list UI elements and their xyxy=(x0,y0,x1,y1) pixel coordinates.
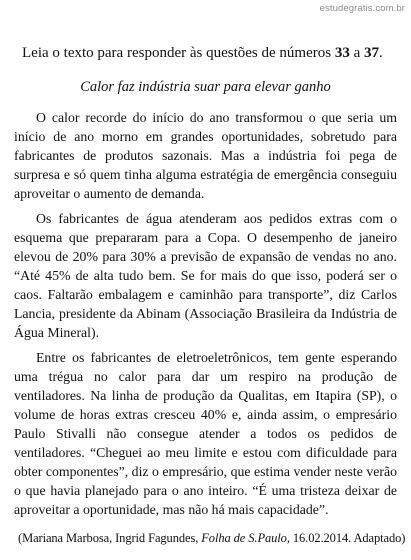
article-paragraph-1: O calor recorde do início do ano transformou o que seria um início de ano morno em grandes oportunidades, sobretudo para fabricantes de produtos sazonais. Mas a indústria foi pega de surpresa e só quem tinha alguma estratégia de emergência conseguiu aproveitar o aumento de demanda. xyxy=(14,110,397,201)
question-instruction xyxy=(22,44,397,62)
article-paragraph-3: Entre os fabricantes de eletroeletrônicos, tem gente esperando uma trégua no calor para dar um respiro na produção de ventiladores. Na linha de produção da Qualitas, em Itapira (SP), o volume de horas extras cresceu 40% e, ainda assim, o empresário Paulo Stivalli não consegue atender a todos os pedidos de ventiladores. “Cheguei ao meu limite e estou com dificuldade para obter componentes”, diz o empresário, que estima vender neste verão o que havia planejado para o ano inteiro. “É uma tristeza deixar de aproveitar a oportunidade, mas não há mais capacidade”. xyxy=(14,350,397,517)
instruction-prefix: Leia o texto para responder às questões de números xyxy=(22,45,335,61)
article-title: Calor faz indústria suar para elevar ganho xyxy=(80,79,331,95)
source-date-note: , 16.02.2014. Adaptado) xyxy=(286,531,406,545)
instruction-suffix: . xyxy=(378,45,383,61)
article-body xyxy=(14,108,397,519)
question-start-number: 33 xyxy=(334,45,350,61)
question-end-number: 37 xyxy=(363,45,379,61)
site-watermark: estudegratis.com.br xyxy=(319,3,405,14)
source-publication: Folha de S.Paulo xyxy=(201,531,287,545)
source-authors: (Mariana Marbosa, Ingrid Fagundes, xyxy=(18,531,202,545)
source-citation xyxy=(18,530,406,546)
article-paragraph-2: Os fabricantes de água atenderam aos pedidos extras com o esquema que prepararam para a Copa. O desempenho de janeiro elevou de 20% para 30% a previsão de expansão de vendas no ano. “Até 45% de alta tudo bem. Se for mais do que isso, poderá ser o caos. Faltarão embalagem e caminhão para transporte”, diz Carlos Lancia, presidente da Abinam (Associação Brasileira da Indústria de Água Mineral). xyxy=(14,211,397,340)
instruction-connector: a xyxy=(349,45,364,61)
